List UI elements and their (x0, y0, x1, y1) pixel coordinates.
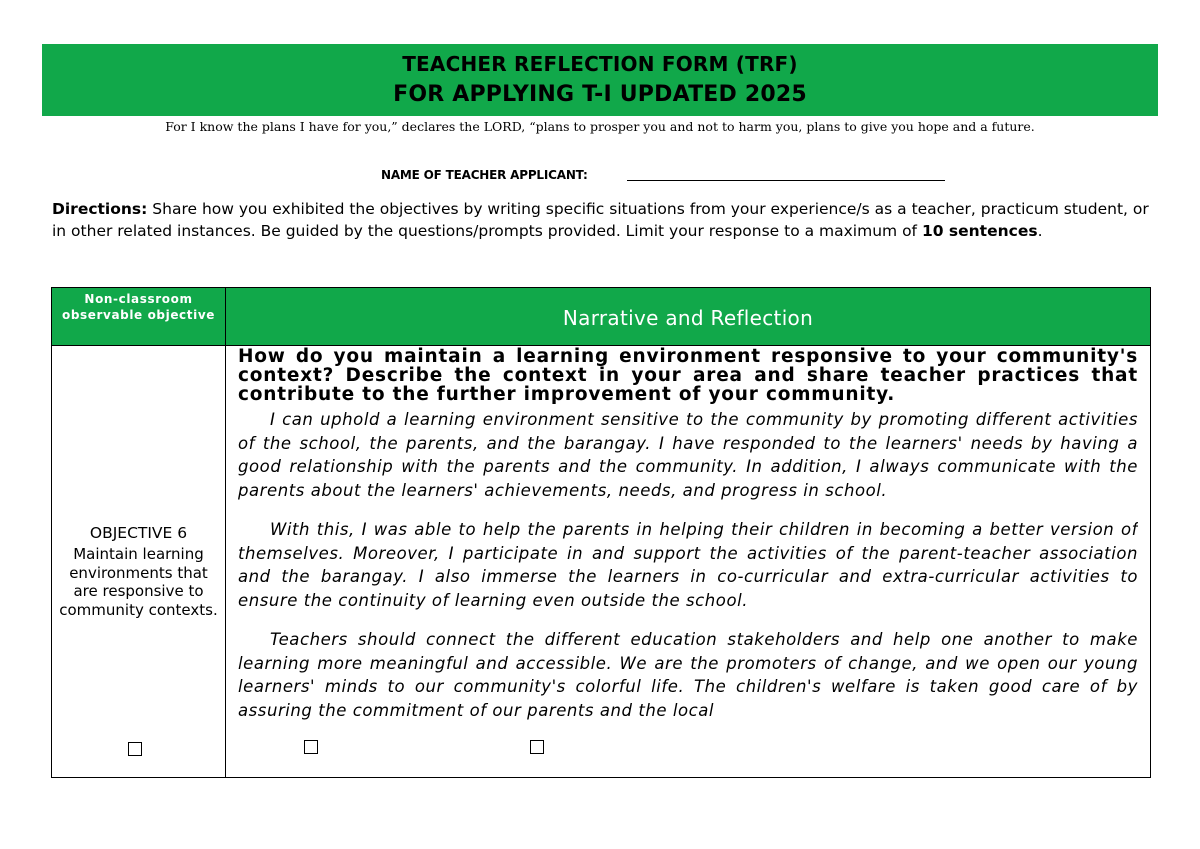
title-banner (42, 44, 1158, 116)
name-label: NAME OF TEACHER APPLICANT: (381, 168, 588, 182)
directions-label: Directions: (52, 200, 148, 218)
objective-title: OBJECTIVE 6 (89, 524, 188, 542)
reflection-question: How do you maintain a learning environment responsive to your community's context? Describe the context in your area and share teacher practices that contribute to the further improvement of your community. (238, 346, 1138, 405)
reflection-paragraph: Teachers should connect the different education stakeholders and help one another to make learning more meaningful and accessible. We are the promoters of change, and we open our young learners' minds to our community's colorful life. The children's welfare is taken good care of by assuring the commitment of our parents and the local (238, 630, 1138, 720)
narrative-column-header: Narrative and Reflection (226, 288, 1150, 345)
objective-column-header: Non-classroom observable objective (52, 288, 226, 345)
objective-cell (52, 346, 226, 777)
bible-verse: For I know the plans I have for you,” declares the LORD, “plans to prosper you and not to harm you, plans to give you hope and a future. (165, 119, 1035, 134)
name-input-line[interactable] (627, 180, 945, 181)
checkbox[interactable] (530, 740, 544, 754)
reflection-table (51, 287, 1151, 778)
directions-end: . (1037, 221, 1043, 240)
directions-text: Share how you exhibited the objectives by writing specific situations from your experience/s as a teacher, practicum student, or in other related instances. Be guided by the questions/prompts provided. Limit your response to a maximum of (52, 200, 1149, 240)
checkbox[interactable] (304, 740, 318, 754)
directions (52, 199, 1152, 242)
directions-emphasis: 10 sentences (921, 221, 1038, 240)
form-title: TEACHER REFLECTION FORM (TRF) (402, 52, 798, 76)
narrative-cell (238, 346, 1138, 777)
objective-description: Maintain learning environments that are responsive to community contexts. (59, 545, 218, 619)
checkbox[interactable] (128, 742, 142, 756)
reflection-paragraph: With this, I was able to help the parents in helping their children in becoming a better version of themselves. Moreover, I participate in and support the activities of the parent-teacher association and the barangay. I also immerse the learners in co-curricular and extra-curricular activities to ensure the continuity of learning even outside the school. (238, 520, 1138, 610)
reflection-paragraph: I can uphold a learning environment sensitive to the community by promoting different activities of the school, the parents, and the barangay. I have responded to the learners' needs by having a good relationship with the parents and the community. In addition, I always communicate with the parents about the learners' achievements, needs, and progress in school. (238, 410, 1138, 500)
form-subtitle: FOR APPLYING T-I UPDATED 2025 (393, 82, 807, 107)
